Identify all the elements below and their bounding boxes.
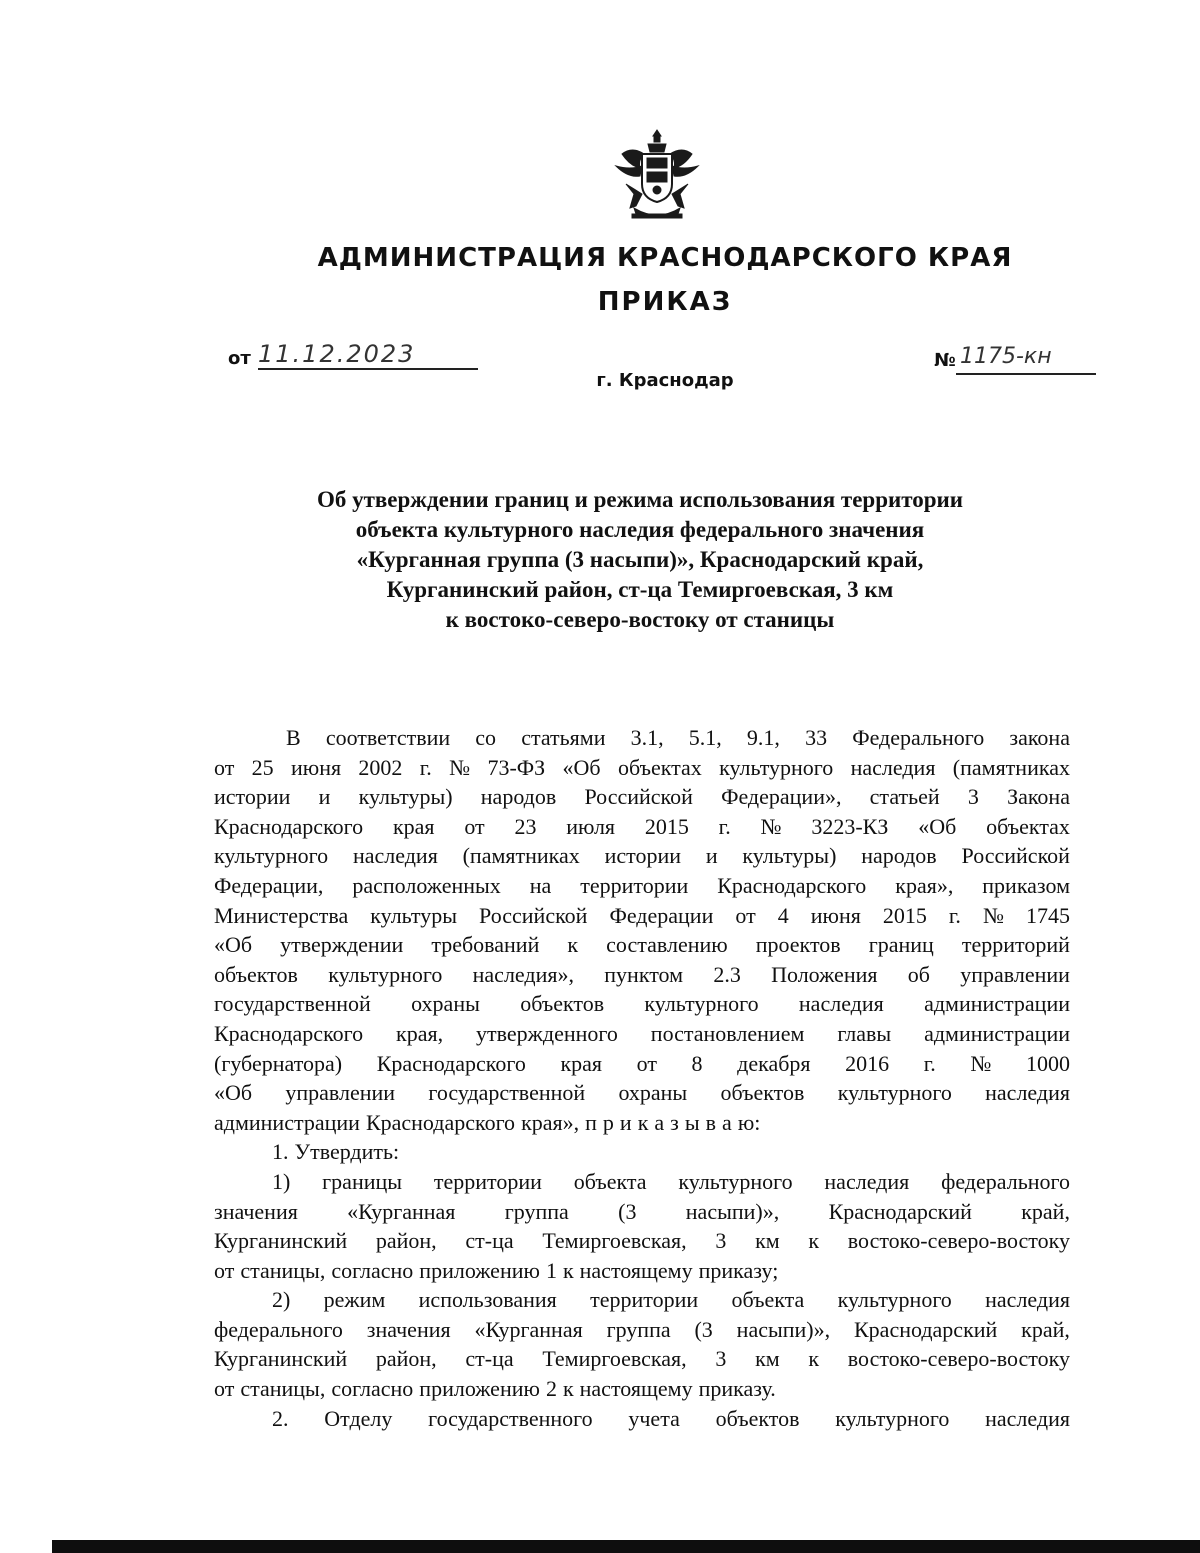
body-line: Министерства культуры Российской Федерации от 4 июня 2015 г. № 1745 xyxy=(214,902,1070,928)
document-body xyxy=(214,723,1070,1433)
body-line: объектов культурного наследия», пунктом 2.3 Положения об управлении xyxy=(214,961,1070,987)
body-line: от станицы, согласно приложению 1 к настоящему приказу; xyxy=(214,1257,779,1283)
body-line: значения «Курганная группа (3 насыпи)», Краснодарский край, xyxy=(214,1198,1070,1224)
body-line: «Об утверждении требований к составлению проектов границ территорий xyxy=(214,932,1070,958)
document-type: ПРИКАЗ xyxy=(597,287,733,317)
handwritten-date: 11.12.2023 xyxy=(258,340,416,368)
title-line: «Курганная группа (3 насыпи)», Краснодарский край, xyxy=(356,547,924,572)
title-line: Об утверждении границ и режима использования территории xyxy=(316,487,964,512)
city: г. Краснодар xyxy=(596,370,734,391)
body-line: (губернатора) Краснодарского края от 8 декабря 2016 г. № 1000 xyxy=(214,1050,1070,1076)
number-prefix: № xyxy=(934,350,956,371)
body-line: 1. Утвердить: xyxy=(272,1139,400,1165)
title-line: Курганинский район, ст-ца Темиргоевская, 3 км xyxy=(386,577,894,602)
title-line: к востоко-северо-востоку от станицы xyxy=(445,607,835,632)
document-title xyxy=(240,485,1040,635)
body-line: 2) режим использования территории объекта культурного наследия xyxy=(272,1287,1070,1313)
body-line: истории и культуры) народов Российской Федерации», статьей 3 Закона xyxy=(214,784,1070,810)
body-line: государственной охраны объектов культурного наследия администрации xyxy=(214,991,1070,1017)
title-line: объекта культурного наследия федерального значения xyxy=(355,517,925,542)
body-line: Краснодарского края от 23 июля 2015 г. № 3223-КЗ «Об объектах xyxy=(214,813,1070,839)
body-line: культурного наследия (памятниках истории и культуры) народов Российской xyxy=(214,843,1070,869)
krasnodar-krai-coat-of-arms-icon xyxy=(612,128,702,220)
body-line: 1) границы территории объекта культурного наследия федерального xyxy=(272,1168,1070,1194)
body-line: 2. Отделу государственного учета объектов культурного наследия xyxy=(272,1405,1070,1431)
body-line: администрации Краснодарского края», п р и к а з ы в а ю: xyxy=(214,1109,761,1135)
body-line: от 25 июня 2002 г. № 73-ФЗ «Об объектах культурного наследия (памятниках xyxy=(214,754,1070,780)
body-line: от станицы, согласно приложению 2 к настоящему приказу. xyxy=(214,1376,776,1402)
body-line: Федерации, расположенных на территории Краснодарского края», приказом xyxy=(214,872,1070,898)
body-line: федерального значения «Курганная группа (3 насыпи)», Краснодарский край, xyxy=(214,1316,1070,1342)
date-prefix: от xyxy=(228,348,251,369)
scan-border xyxy=(52,1540,1200,1553)
body-line: В соответствии со статьями 3.1, 5.1, 9.1, 33 Федерального закона xyxy=(286,725,1070,750)
body-line: Краснодарского края, утвержденного постановлением главы администрации xyxy=(214,1020,1070,1046)
body-line: Курганинский район, ст-ца Темиргоевская, 3 км к востоко-северо-востоку xyxy=(214,1228,1070,1254)
body-line: «Об управлении государственной охраны объектов культурного наследия xyxy=(214,1080,1070,1106)
body-line: Курганинский район, ст-ца Темиргоевская, 3 км к востоко-северо-востоку xyxy=(214,1346,1070,1372)
organization-name: АДМИНИСТРАЦИЯ КРАСНОДАРСКОГО КРАЯ xyxy=(317,243,1013,273)
handwritten-number: 1175-кн xyxy=(960,344,1052,369)
